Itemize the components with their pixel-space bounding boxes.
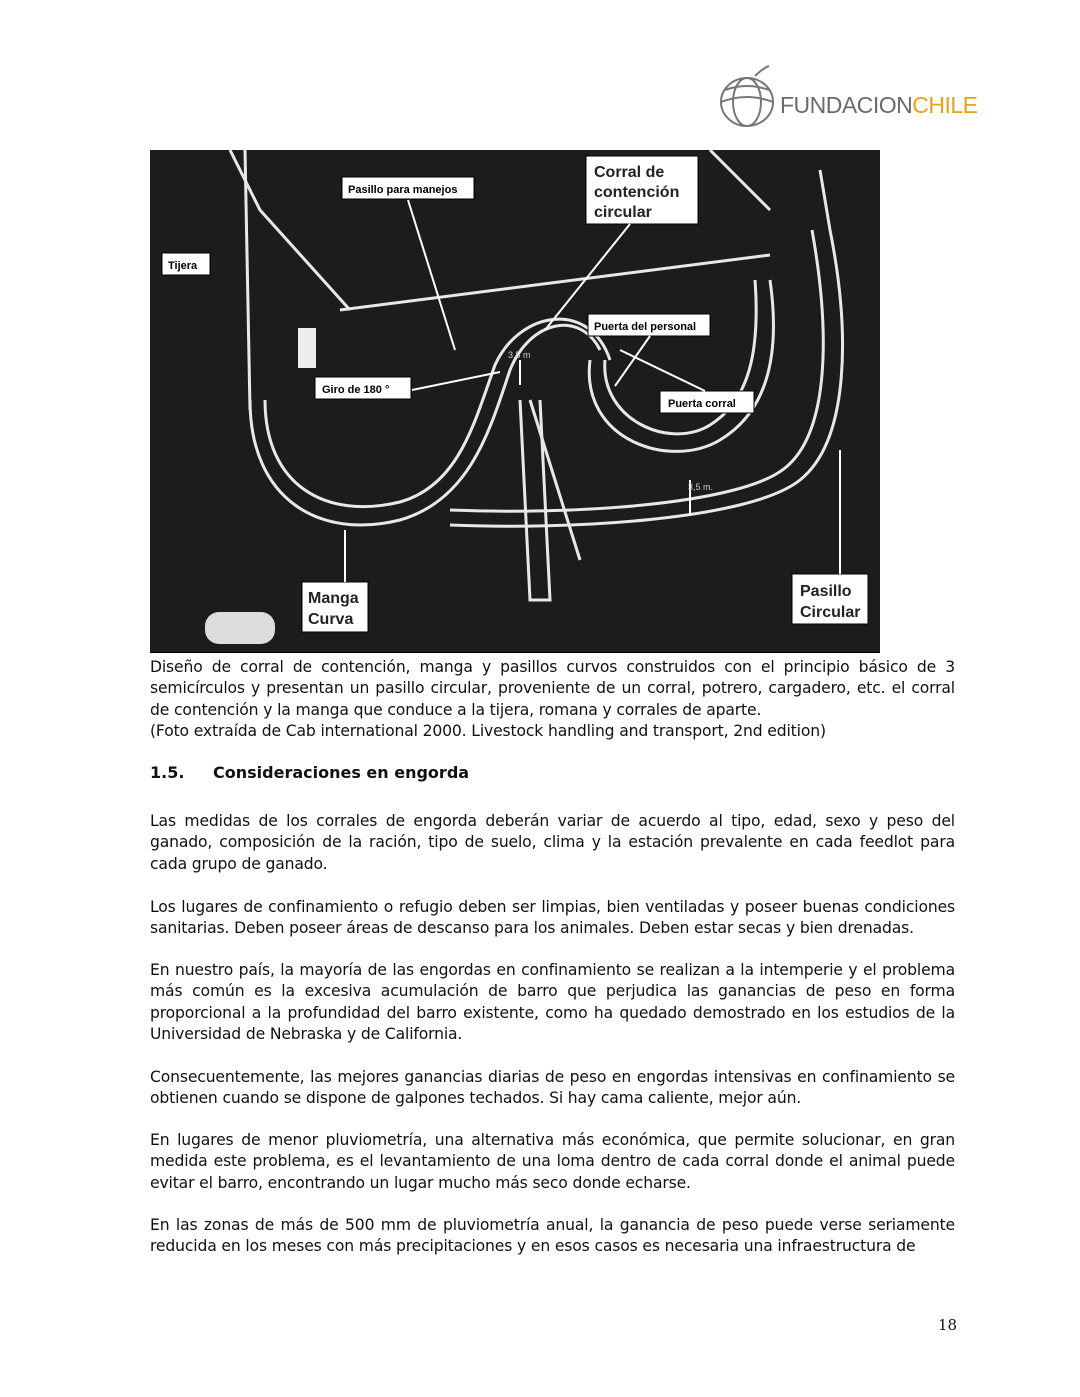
caption-text: Diseño de corral de contención, manga y pasillos curvos construidos con el principio básico de 3 semicírculos y presentan un pasillo circular, proveniente de un corral, potrero, cargadero, etc. el corral de contención y la manga que conduce a la tijera, romana y corrales de aparte. <box>150 658 955 719</box>
paragraph: Consecuentemente, las mejores ganancias diarias de peso en engordas intensivas en confinamiento se obtienen cuando se dispone de galpones techados. Si hay cama caliente, mejor aún. <box>150 1068 955 1108</box>
label-giro: Giro de 180 ° <box>322 384 390 396</box>
figure-rule <box>150 652 880 653</box>
section-number: 1.5. <box>150 763 185 782</box>
dimension-label-1: 3,5 m <box>508 350 531 360</box>
logo-text: FUNDACIONCHILE <box>780 92 978 118</box>
section-title: Consideraciones en engorda <box>213 763 470 782</box>
paragraph: En lugares de menor pluviometría, una alternativa más económica, que permite solucionar, en gran medida este problema, es el levantamiento de una loma dentro de cada corral donde el animal puede evitar el barro, encontrando un lugar mucho más seco donde echarse. <box>150 1131 955 1192</box>
label-manga-line2: Curva <box>308 611 354 628</box>
label-corral-line3: circular <box>594 204 652 221</box>
label-corral-line2: contención <box>594 184 680 201</box>
label-tijera: Tijera <box>168 260 198 272</box>
label-manga-line1: Manga <box>308 590 359 607</box>
label-pasillo-manejos: Pasillo para manejos <box>348 184 458 196</box>
label-corral-line1: Corral de <box>594 164 665 181</box>
figure-caption <box>150 657 955 743</box>
label-pasillo-line2: Circular <box>800 604 861 621</box>
paragraph: Los lugares de confinamiento o refugio deben ser limpias, bien ventiladas y poseer buenas condiciones sanitarias. Deben poseer áreas de descanso para los animales. Deben estar secas y bien drenadas. <box>150 898 955 938</box>
section-heading <box>150 763 469 782</box>
page-number: 18 <box>938 1316 958 1334</box>
dimension-label-2: 3,5 m. <box>688 482 714 492</box>
caption-source: (Foto extraída de Cab international 2000. Livestock handling and transport, 2nd edition) <box>150 722 826 741</box>
label-puerta-corral: Puerta corral <box>668 398 736 410</box>
label-puerta-personal: Puerta del personal <box>594 321 697 333</box>
label-pasillo-line1: Pasillo <box>800 583 852 600</box>
paragraph: Las medidas de los corrales de engorda deberán variar de acuerdo al tipo, edad, sexo y peso del ganado, composición de la ración, tipo de suelo, clima y la estación prevalente en cada feedlot para cada grupo de ganado. <box>150 812 955 873</box>
corral-aerial-photo <box>150 150 880 652</box>
paragraph: En nuestro país, la mayoría de las engordas en confinamiento se realizan a la intemperie y el problema más común es la excesiva acumulación de barro que perjudica las ganancias de peso en forma proporcional a la profundidad del barro existente, como ha quedado demostrado en los estudios de la Universidad de Nebraska y de California. <box>150 961 955 1044</box>
paragraph: En las zonas de más de 500 mm de pluviometría anual, la ganancia de peso puede verse seriamente reducida en los meses con más precipitaciones y en esos casos es necesaria una infraestructura de <box>150 1216 955 1256</box>
